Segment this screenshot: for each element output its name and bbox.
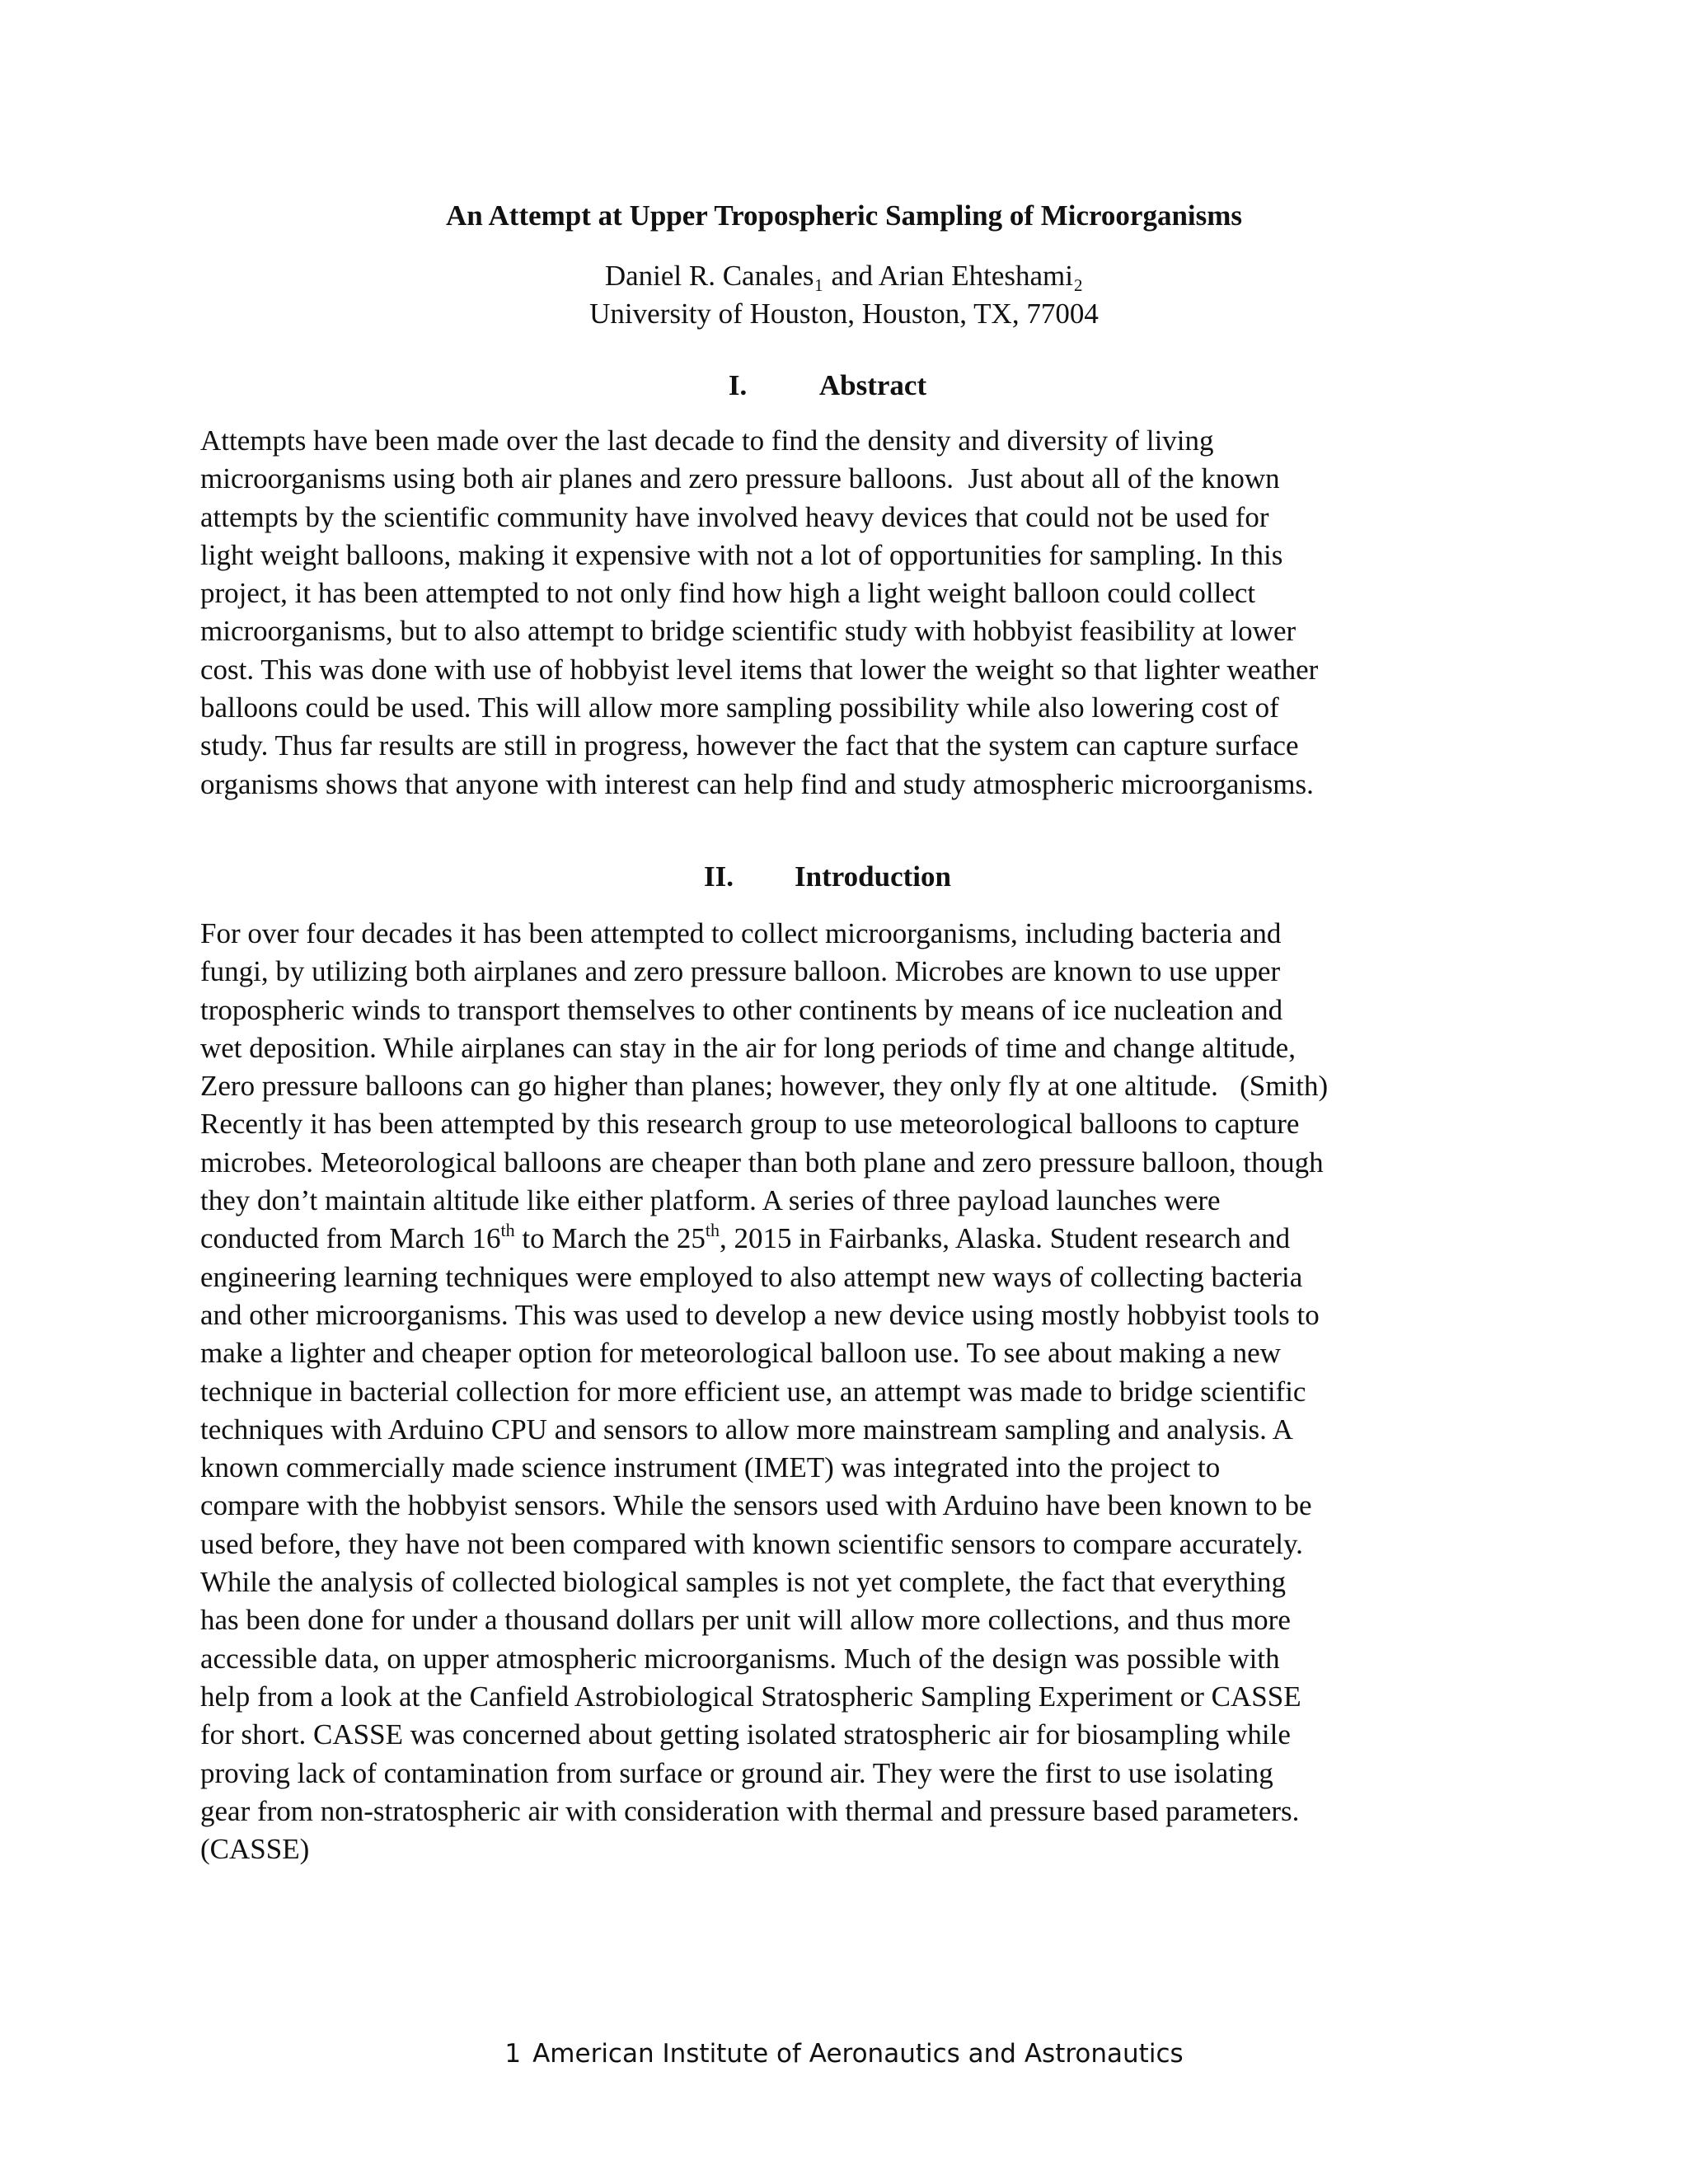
section-number: II. [704,860,734,893]
text-line: accessible data, on upper atmospheric microorganisms. Much of the design was possible with [200,1642,1280,1675]
text-fragment: conducted from March 16 [200,1222,501,1255]
superscript: th [705,1220,720,1241]
text-line: and other microorganisms. This was used to develop a new device using mostly hobbyist tools to [200,1298,1320,1331]
text-line: microorganisms using both air planes and zero pressure balloons. Just about all of the known [200,462,1280,495]
text-line: Zero pressure balloons can go higher than planes; however, they only fly at one altitude. (Smith) [200,1070,1329,1103]
paper-title: An Attempt at Upper Tropospheric Sampling of Microorganisms [445,199,1243,232]
text-line: attempts by the scientific community have involved heavy devices that could not be used for [200,500,1269,533]
text-line: project, it has been attempted to not only find how high a light weight balloon could collect [200,577,1256,610]
text-line: While the analysis of collected biological samples is not yet complete, the fact that everything [200,1566,1286,1599]
text-line: For over four decades it has been attempted to collect microorganisms, including bacteria and [200,917,1282,949]
text-line: cost. This was done with use of hobbyist level items that lower the weight so that lighter weather [200,653,1319,686]
text-line: organisms shows that anyone with interest can help find and study atmospheric microorganisms. [200,767,1314,800]
text-line: used before, they have not been compared with known scientific sensors to compare accurately. [200,1527,1303,1560]
section-title: Introduction [795,860,951,893]
text-line: gear from non-stratospheric air with consideration with thermal and pressure based parameters. [200,1794,1300,1827]
text-line: compare with the hobbyist sensors. While the sensors used with Arduino have been known to be [200,1489,1312,1522]
text-line: has been done for under a thousand dollars per unit will allow more collections, and thus more [200,1604,1291,1637]
abstract-body [200,422,1494,804]
authors-line: Daniel R. Canales₁ and Arian Ehteshami₂ [604,260,1084,292]
section-heading-introduction [0,859,1688,895]
text-fragment: to March the 25 [514,1222,706,1255]
text-line: Attempts have been made over the last decade to find the density and diversity of living [200,424,1214,457]
text-line: Recently it has been attempted by this research group to use meteorological balloons to capture [200,1108,1300,1141]
text-line: techniques with Arduino CPU and sensors to allow more mainstream sampling and analysis. A [200,1413,1293,1446]
affiliation-line: University of Houston, Houston, TX, 77004 [589,298,1099,330]
text-line: study. Thus far results are still in progress, however the fact that the system can capture surface [200,729,1299,762]
section-heading-abstract [0,368,1688,404]
text-line [200,1220,1494,1258]
text-fragment: , 2015 in Fairbanks, Alaska. Student research and [720,1222,1291,1255]
text-line: wet deposition. While airplanes can stay in the air for long periods of time and change altitude, [200,1031,1296,1064]
page-footer [0,2037,1688,2070]
text-line: light weight balloons, making it expensive with not a lot of opportunities for sampling. In this [200,538,1283,571]
text-line: balloons could be used. This will allow more sampling possibility while also lowering cost of [200,691,1279,724]
text-line: (CASSE) [200,1833,310,1866]
section-number: I. [728,369,748,401]
text-line: microorganisms, but to also attempt to bridge scientific study with hobbyist feasibility at lower [200,615,1296,648]
introduction-body [200,915,1494,1868]
text-line: help from a look at the Canfield Astrobiological Stratospheric Sampling Experiment or CASSE [200,1680,1301,1713]
section-title: Abstract [818,369,927,401]
text-line: known commercially made science instrument (IMET) was integrated into the project to [200,1451,1221,1484]
text-line: microbes. Meteorological balloons are cheaper than both plane and zero pressure balloon, though [200,1146,1324,1179]
page-number: 1 [504,2039,522,2069]
text-line: technique in bacterial collection for more efficient use, an attempt was made to bridge scientific [200,1375,1306,1408]
text-line: engineering learning techniques were employed to also attempt new ways of collecting bacteria [200,1260,1303,1293]
author-block [0,257,1688,333]
text-line: proving lack of contamination from surface or ground air. They were the first to use isolating [200,1756,1273,1789]
text-line: for short. CASSE was concerned about getting isolated stratospheric air for biosampling while [200,1718,1291,1751]
superscript: th [500,1220,515,1241]
text-line: they don’t maintain altitude like either platform. A series of three payload launches were [200,1184,1221,1217]
text-line: tropospheric winds to transport themselves to other continents by means of ice nucleation and [200,993,1283,1026]
text-line: fungi, by utilizing both airplanes and zero pressure balloon. Microbes are known to use upper [200,955,1281,988]
text-line: make a lighter and cheaper option for meteorological balloon use. To see about making a new [200,1337,1281,1370]
footer-text: American Institute of Aeronautics and Astronautics [532,2039,1184,2069]
